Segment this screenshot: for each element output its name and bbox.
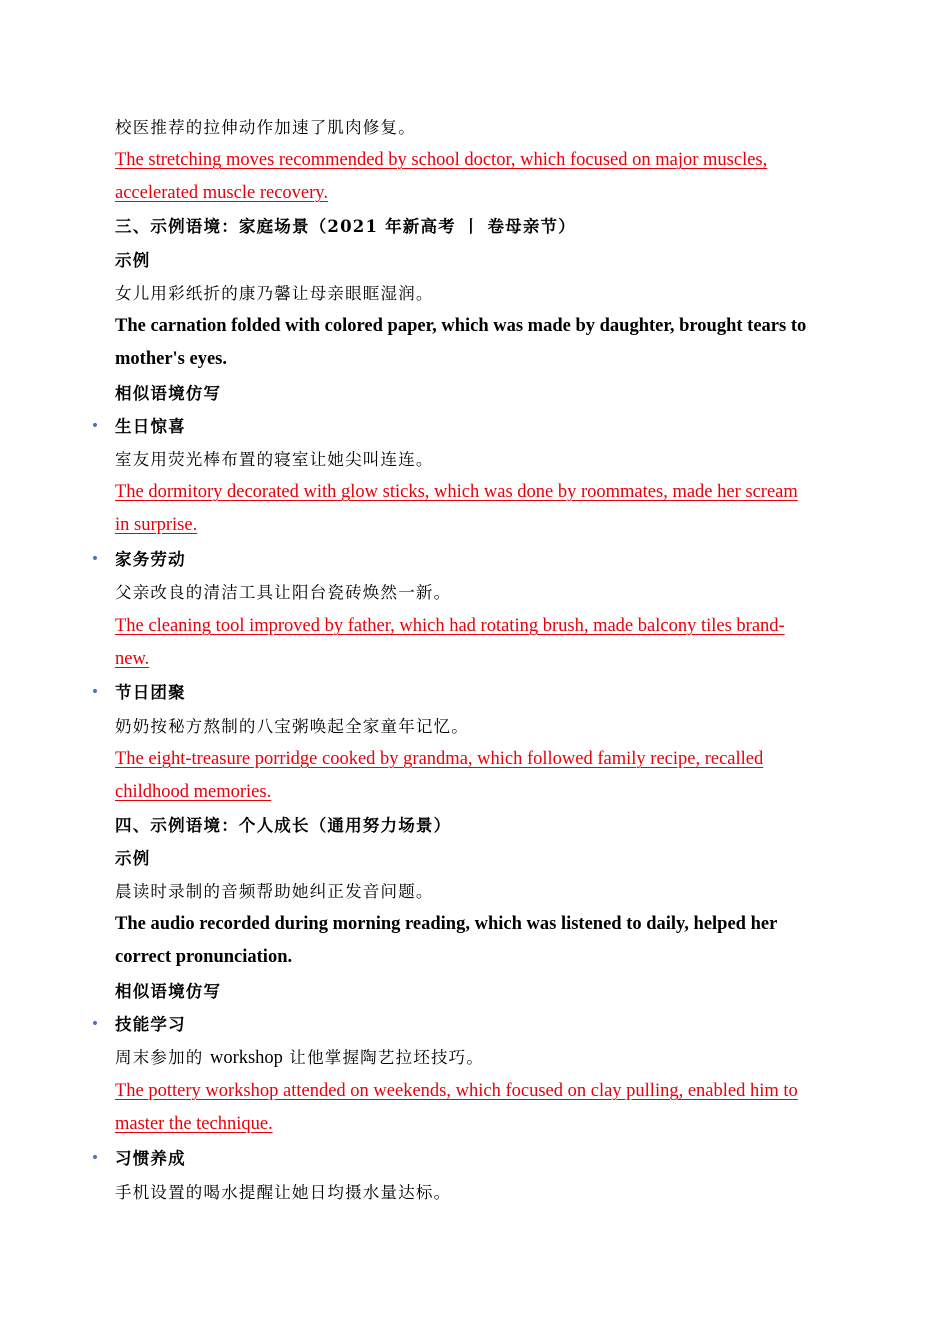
- section3-example-en-line-2: mother's eyes.: [115, 349, 227, 369]
- section3-item3-cn: 奶奶按秘方熬制的八宝粥唤起全家童年记忆。: [115, 717, 469, 736]
- bullet-icon: •: [90, 1016, 100, 1032]
- section4-item1-cn-before: 周末参加的: [115, 1048, 210, 1067]
- section3-item3-answer-line-1: The eight-treasure porridge cooked by grandma, which followed family recipe, recalled: [115, 749, 764, 769]
- section4-example-label: 示例: [115, 849, 151, 868]
- section3-item2-answer-line-2: new.: [115, 649, 150, 669]
- section4-example-en-line-1: The audio recorded during morning reading, which was listened to daily, helped her: [115, 914, 778, 934]
- prev-example-cn: 校医推荐的拉伸动作加速了肌肉修复。: [115, 118, 416, 137]
- section4-example-cn: 晨读时录制的音频帮助她纠正发音问题。: [115, 882, 434, 901]
- section4-example-en-line-2: correct pronunciation.: [115, 947, 293, 967]
- section3-example-cn: 女儿用彩纸折的康乃馨让母亲眼眶湿润。: [115, 284, 434, 303]
- section4-item1-cn: [115, 1041, 850, 1075]
- section4-item1-answer-line-1: The pottery workshop attended on weekends, which focused on clay pulling, enabled him to: [115, 1081, 798, 1101]
- section4-item1-cn-after: 让他掌握陶艺拉坯技巧。: [282, 1048, 485, 1067]
- section4-item1-title: 技能学习: [115, 1015, 186, 1034]
- prev-answer-line-1: The stretching moves recommended by school doctor, which focused on major muscles,: [115, 150, 768, 170]
- section4-item1-answer-line-2: master the technique.: [115, 1114, 273, 1134]
- section3-item1-cn: 室友用荧光棒布置的寝室让她尖叫连连。: [115, 450, 434, 469]
- section4-heading: 四、示例语境：个人成长（通用努力场景）: [115, 816, 452, 835]
- section3-item2-cn: 父亲改良的清洁工具让阳台瓷砖焕然一新。: [115, 583, 452, 602]
- prev-answer-line-2: accelerated muscle recovery.: [115, 183, 328, 203]
- section4-item1-cn-english-word: workshop: [209, 1048, 283, 1068]
- section3-item1-answer-line-2: in surprise.: [115, 515, 198, 535]
- section3-imitate-label: 相似语境仿写: [115, 384, 222, 403]
- bullet-icon: •: [90, 418, 100, 434]
- section3-example-en-line-1: The carnation folded with colored paper, which was made by daughter, brought tears to: [115, 316, 807, 336]
- section3-item1-title: 生日惊喜: [115, 417, 186, 436]
- bullet-icon: •: [90, 551, 100, 567]
- bullet-icon: •: [90, 1150, 100, 1166]
- section3-item2-answer-line-1: The cleaning tool improved by father, which had rotating brush, made balcony tiles brand-: [115, 616, 785, 636]
- section3-item3-answer-line-2: childhood memories.: [115, 782, 272, 802]
- section4-item2-cn: 手机设置的喝水提醒让她日均摄水量达标。: [115, 1183, 452, 1202]
- section3-heading: 三、示例语境：家庭场景（2021 年新高考 丨 卷母亲节）: [115, 217, 576, 236]
- section3-item3-title: 节日团聚: [115, 683, 186, 702]
- section3-item2-title: 家务劳动: [115, 550, 186, 569]
- section4-item2-title: 习惯养成: [115, 1149, 186, 1168]
- section4-imitate-label: 相似语境仿写: [115, 982, 222, 1001]
- bullet-icon: •: [90, 684, 100, 700]
- section3-item1-answer-line-1: The dormitory decorated with glow sticks, which was done by roommates, made her scream: [115, 482, 798, 502]
- section3-example-label: 示例: [115, 251, 151, 270]
